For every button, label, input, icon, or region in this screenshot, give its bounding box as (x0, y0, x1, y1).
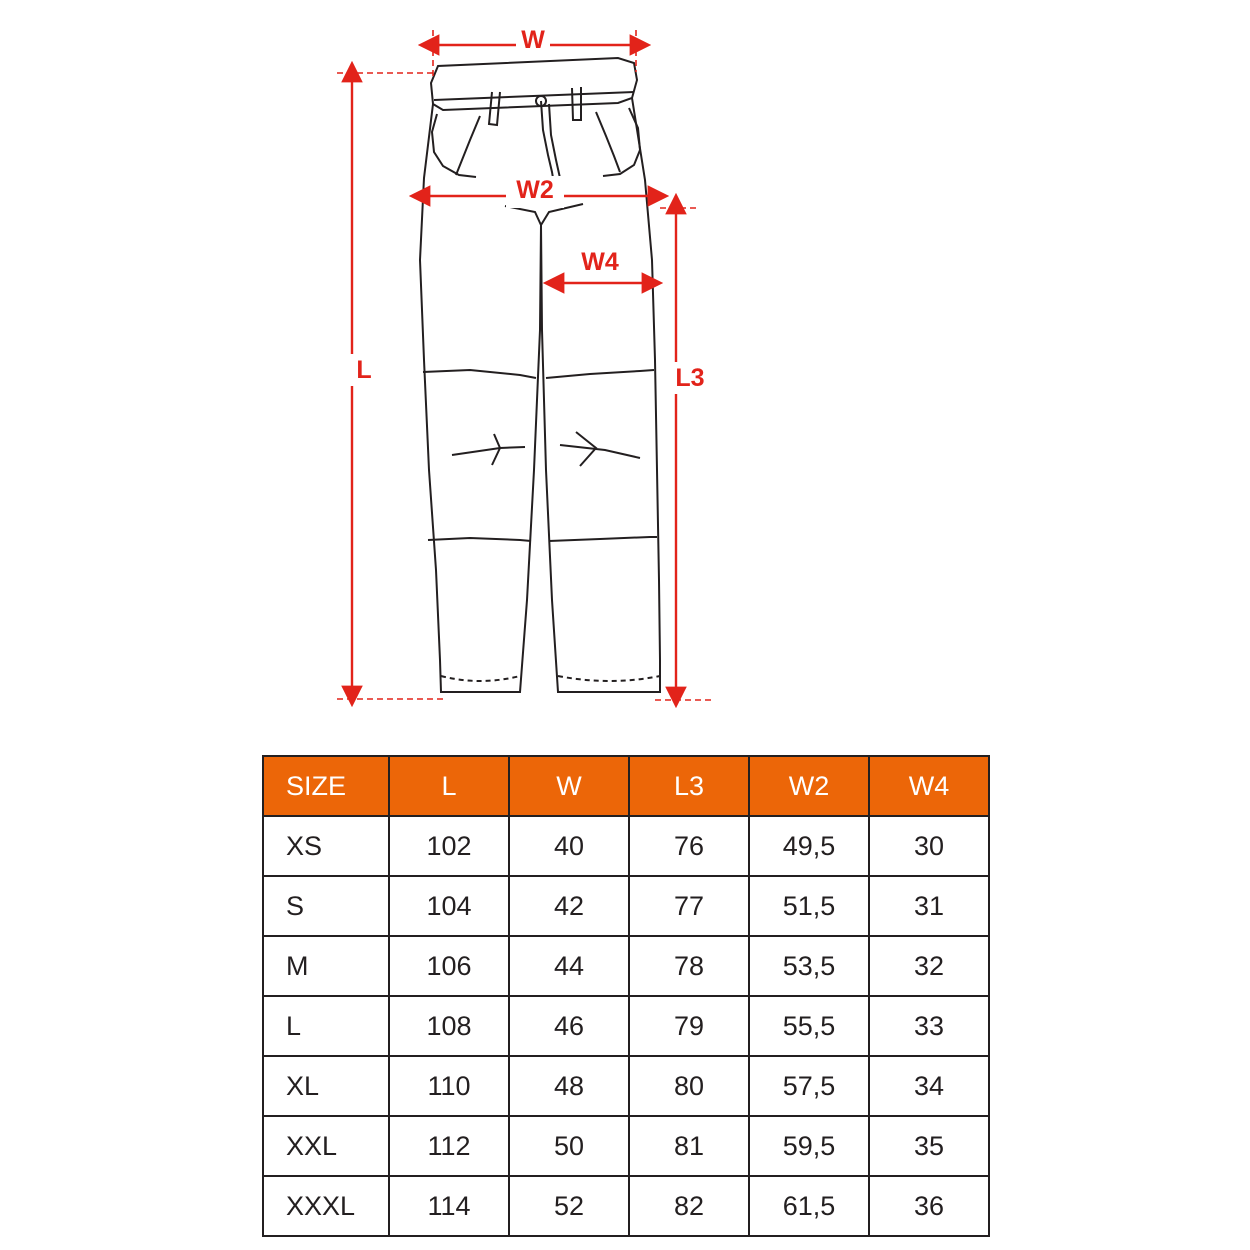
hem-right-dashed (558, 676, 660, 681)
cell-w: 48 (509, 1056, 629, 1116)
dimension-label-backings (350, 26, 716, 394)
column-header-w: W (509, 756, 629, 816)
cell-w4: 30 (869, 816, 989, 876)
cell-w4: 35 (869, 1116, 989, 1176)
cell-w: 40 (509, 816, 629, 876)
column-header-size: SIZE (263, 756, 389, 816)
label-l3: L3 (675, 364, 705, 392)
cell-w4: 31 (869, 876, 989, 936)
waistband-lower-line (434, 92, 634, 100)
pocket-right-edge (596, 112, 620, 172)
cell-l3: 80 (629, 1056, 749, 1116)
cell-w4: 32 (869, 936, 989, 996)
pocket-left-edge (456, 116, 480, 175)
hem-left-dashed (441, 676, 520, 681)
cell-w2: 53,5 (749, 936, 869, 996)
knee-panel-right-bottom (549, 537, 657, 541)
column-header-w2: W2 (749, 756, 869, 816)
cell-size: XL (263, 1056, 389, 1116)
dimension-labels (356, 26, 704, 392)
pocket-left (432, 114, 476, 177)
knee-dart-left-1 (452, 447, 525, 455)
cell-l3: 79 (629, 996, 749, 1056)
cell-l: 106 (389, 936, 509, 996)
cell-w4: 33 (869, 996, 989, 1056)
cell-size: M (263, 936, 389, 996)
belt-loop-right (572, 87, 581, 120)
cell-l3: 81 (629, 1116, 749, 1176)
column-header-l3: L3 (629, 756, 749, 816)
cell-l3: 82 (629, 1176, 749, 1236)
cell-w: 46 (509, 996, 629, 1056)
column-header-w4: W4 (869, 756, 989, 816)
table-row (263, 1116, 989, 1176)
cell-l: 112 (389, 1116, 509, 1176)
cell-w2: 59,5 (749, 1116, 869, 1176)
cell-l: 108 (389, 996, 509, 1056)
cell-size: L (263, 996, 389, 1056)
cell-l: 114 (389, 1176, 509, 1236)
table-row (263, 996, 989, 1056)
cell-w: 42 (509, 876, 629, 936)
table-row (263, 936, 989, 996)
label-w4: W4 (581, 248, 619, 276)
knee-panel-left-top (423, 370, 536, 378)
size-table (262, 755, 990, 1237)
knee-dart-right-1 (560, 445, 640, 458)
cell-w: 52 (509, 1176, 629, 1236)
cell-l: 102 (389, 816, 509, 876)
label-l: L (356, 356, 372, 384)
table-row (263, 1056, 989, 1116)
table-row (263, 876, 989, 936)
cell-l3: 78 (629, 936, 749, 996)
label-w: W (521, 26, 545, 54)
waistband-outline (431, 58, 637, 110)
cell-w: 44 (509, 936, 629, 996)
cell-size: XXXL (263, 1176, 389, 1236)
cell-l3: 76 (629, 816, 749, 876)
cell-size: XS (263, 816, 389, 876)
cell-w2: 49,5 (749, 816, 869, 876)
table-row (263, 1176, 989, 1236)
cell-l3: 77 (629, 876, 749, 936)
trousers-outline-group (420, 58, 660, 692)
table-row (263, 816, 989, 876)
cell-w2: 57,5 (749, 1056, 869, 1116)
column-header-l: L (389, 756, 509, 816)
cell-l: 110 (389, 1056, 509, 1116)
cell-w4: 34 (869, 1056, 989, 1116)
cell-l: 104 (389, 876, 509, 936)
cell-w4: 36 (869, 1176, 989, 1236)
cell-w2: 51,5 (749, 876, 869, 936)
cell-size: S (263, 876, 389, 936)
table-header-row (263, 756, 989, 816)
cell-w: 50 (509, 1116, 629, 1176)
cell-size: XXL (263, 1116, 389, 1176)
label-w2: W2 (516, 176, 554, 204)
knee-panel-left-bottom (428, 538, 531, 541)
knee-panel-right-top (546, 370, 654, 378)
cell-w2: 61,5 (749, 1176, 869, 1236)
size-table-container (262, 755, 988, 1237)
cell-w2: 55,5 (749, 996, 869, 1056)
